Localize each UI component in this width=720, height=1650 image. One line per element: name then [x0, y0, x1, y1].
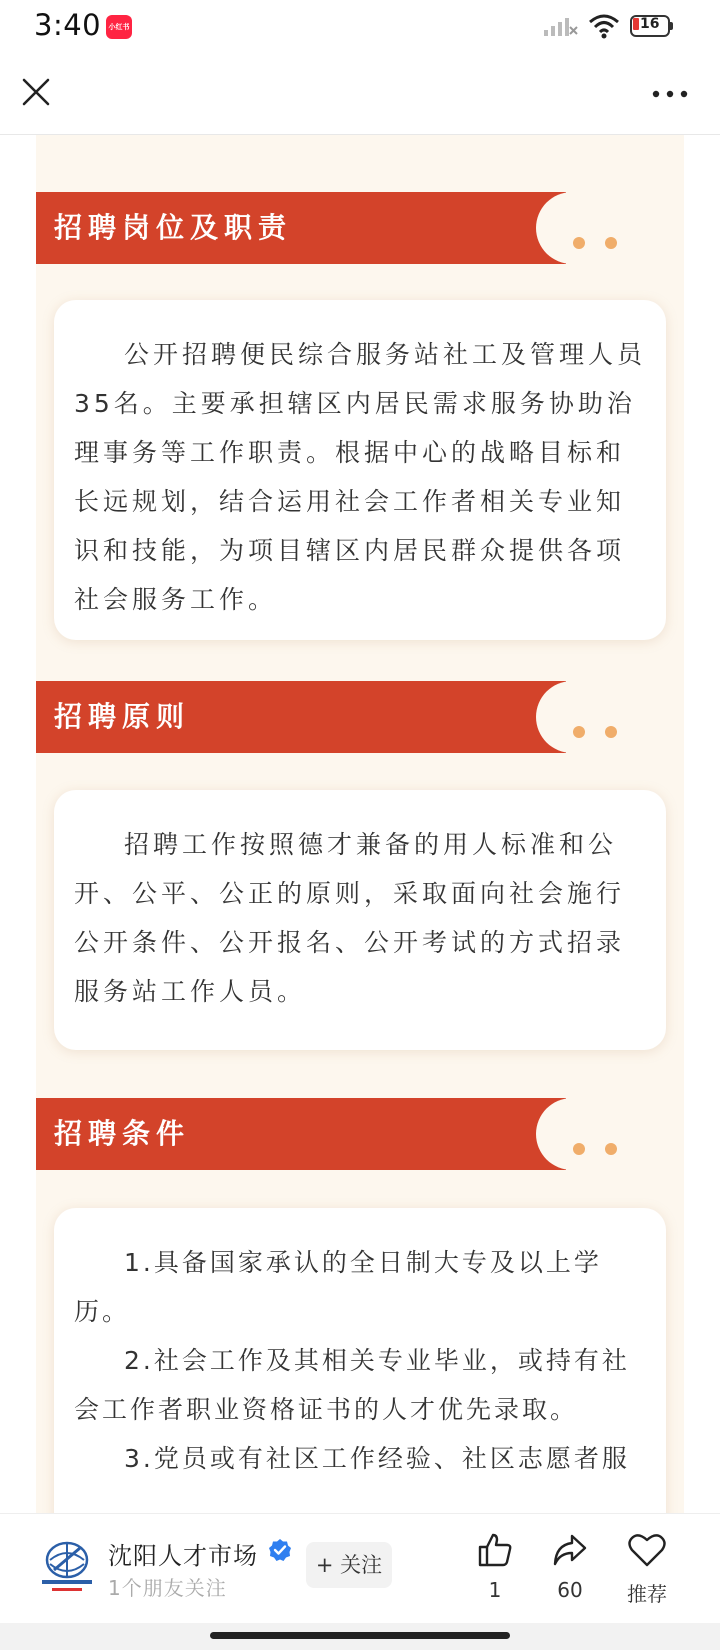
decorative-dot — [605, 1143, 617, 1155]
article-content[interactable] — [0, 135, 720, 1513]
account-logo[interactable] — [38, 1536, 96, 1596]
account-name[interactable]: 沈阳人才市场 — [108, 1542, 258, 1570]
close-icon[interactable] — [20, 76, 52, 108]
requirement-item: 1.具备国家承认的全日制大专及以上学历。 — [74, 1248, 602, 1326]
share-icon — [552, 1532, 588, 1568]
section-title: 招聘原则 — [54, 700, 191, 733]
section-title: 招聘岗位及职责 — [54, 211, 293, 244]
recommend-label: 推荐 — [627, 1582, 667, 1606]
follow-button[interactable]: + 关注 — [306, 1542, 392, 1588]
share-button[interactable] — [535, 1532, 605, 1602]
like-count: 1 — [488, 1578, 502, 1602]
like-button[interactable] — [460, 1532, 530, 1602]
section-header-positions — [36, 192, 684, 264]
xiaohongshu-app-icon: 小红书 — [106, 15, 132, 39]
battery-level: 16 — [640, 16, 660, 32]
decorative-dot — [573, 237, 585, 249]
signal-icon — [544, 16, 578, 36]
thumbs-up-icon — [477, 1532, 513, 1568]
heart-icon — [628, 1532, 666, 1568]
section-header-requirements — [36, 1098, 684, 1170]
gesture-bar-area — [0, 1623, 720, 1650]
battery-icon — [630, 15, 674, 37]
section-header-principles — [36, 681, 684, 753]
top-nav-bar — [0, 54, 720, 135]
wifi-icon — [588, 13, 620, 39]
section-title: 招聘条件 — [54, 1117, 191, 1150]
status-time: 3:40 — [34, 8, 102, 42]
requirement-item: 2.社会工作及其相关专业毕业，或持有社会工作者职业资格证书的人才优先录取。 — [74, 1346, 630, 1424]
verified-badge-icon — [268, 1538, 292, 1562]
section-card-positions — [54, 300, 666, 640]
recommend-button[interactable] — [612, 1532, 682, 1607]
paragraph: 公开招聘便民综合服务站社工及管理人员35名。主要承担辖区内居民需求服务协助治理事务等工作职责。根据中心的战略目标和长远规划，结合运用社会工作者相关专业知识和技能，为项目辖区内居民群众提供各项社会服务工作。 — [74, 340, 647, 614]
bottom-action-bar — [0, 1513, 720, 1624]
follower-count-text: 1个朋友关注 — [108, 1576, 227, 1600]
section-card-principles — [54, 790, 666, 1050]
share-count: 60 — [557, 1578, 583, 1602]
decorative-dot — [605, 237, 617, 249]
more-options-icon[interactable] — [650, 84, 690, 104]
section-card-requirements — [54, 1208, 666, 1513]
status-bar — [0, 0, 720, 54]
requirement-item: 3.党员或有社区工作经验、社区志愿者服 — [124, 1444, 630, 1473]
decorative-dot — [605, 726, 617, 738]
home-indicator[interactable] — [210, 1632, 510, 1639]
paragraph: 招聘工作按照德才兼备的用人标准和公开、公平、公正的原则，采取面向社会施行公开条件、公开报名、公开考试的方式招录服务站工作人员。 — [74, 830, 626, 1006]
decorative-dot — [573, 1143, 585, 1155]
decorative-dot — [573, 726, 585, 738]
